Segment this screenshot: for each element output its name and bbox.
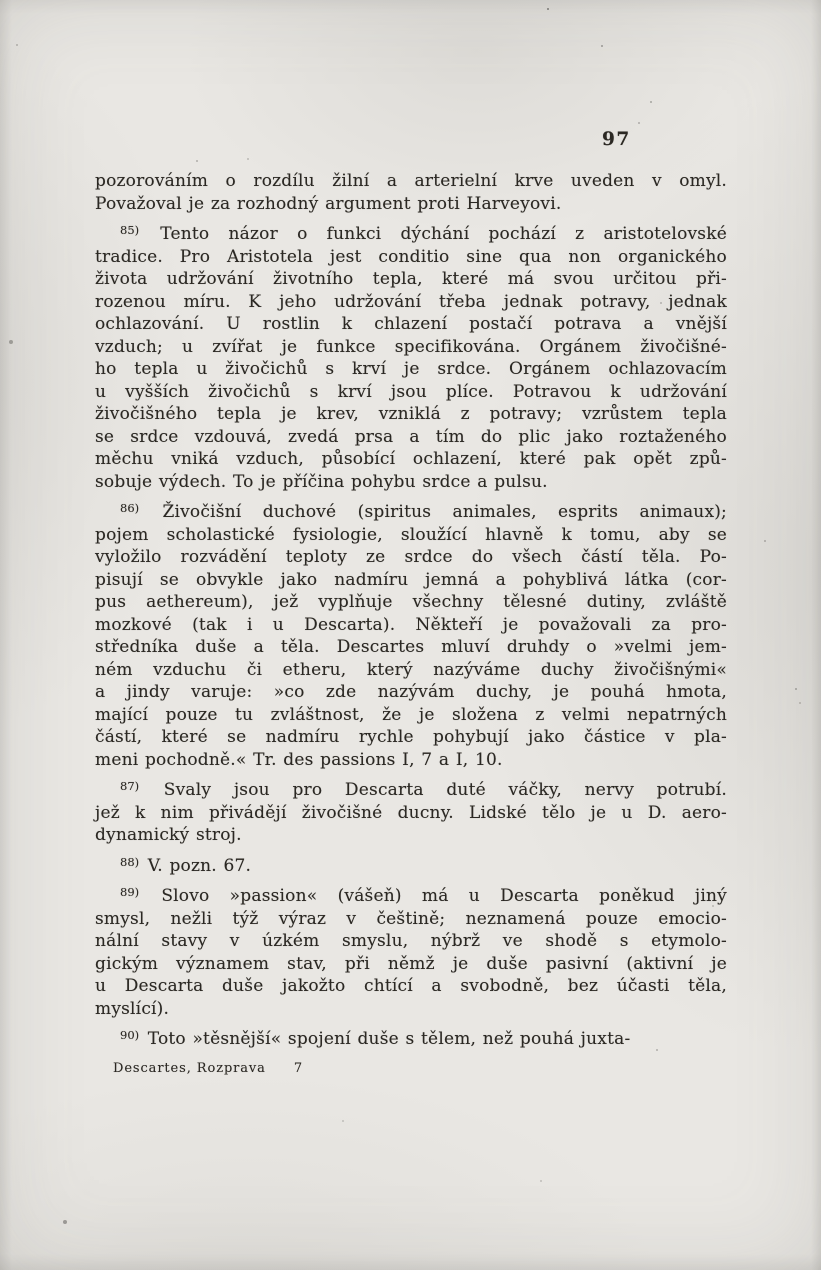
text-line: u Descarta duše jakožto chtící a svobodně, bez účasti těla, xyxy=(95,976,727,996)
text-line: dynamický stroj. xyxy=(95,825,242,845)
paper-texture-specks xyxy=(0,0,2,2)
text-line: rozenou míru. K jeho udržování třeba jednak potravy, jednak xyxy=(95,291,727,312)
text-line: myslící). xyxy=(95,998,170,1019)
paragraph xyxy=(95,223,727,493)
paragraph xyxy=(95,170,727,215)
paragraph xyxy=(95,1028,727,1051)
text-line: smysl, nežli týž výraz v češtině; neznamená pouze emocio- xyxy=(95,908,727,929)
paragraph xyxy=(95,885,727,1020)
paragraph xyxy=(95,779,727,847)
page-number: 97 xyxy=(602,129,631,150)
book-imprint: Descartes, Rozprava xyxy=(113,1061,266,1076)
text-line: nální stavy v úzkém smyslu, nýbrž ve shodě s etymolo- xyxy=(95,931,727,951)
text-line: $^{87)}$ Svaly jsou pro Descarta duté váčky, nervy potrubí. xyxy=(120,779,727,800)
text-line: gickým významem stav, při němž je duše pasivní (aktivní je xyxy=(95,953,727,974)
text-line: $^{85)}$ Tento názor o funkci dýchání pochází z aristotelovské xyxy=(120,223,727,244)
text-line: sobuje výdech. To je příčina pohybu srdce a pulsu. xyxy=(95,471,548,492)
footnote-marker: 85) xyxy=(120,223,140,237)
text-line: mozkové (tak i u Descarta). Někteří je považovali za pro- xyxy=(95,614,727,635)
paragraph xyxy=(95,501,727,771)
text-line: a jindy varuje: »co zde nazývám duchy, je pouhá hmota, xyxy=(95,682,727,702)
footnote-marker: 86) xyxy=(120,501,140,515)
text-line: u vyšších živočichů s krví jsou plíce. Potravou k udržování xyxy=(95,381,727,402)
text-line: pojem scholastické fysiologie, sloužící hlavně k tomu, aby se xyxy=(95,524,727,545)
text-line: vyložilo rozvádění teploty ze srdce do všech částí těla. Po- xyxy=(95,547,727,567)
footnote-marker: 90) xyxy=(120,1028,140,1042)
footnote-marker: 89) xyxy=(120,885,140,899)
text-line: živočišného tepla je krev, vzniklá z potravy; vzrůstem tepla xyxy=(95,404,727,424)
text-line: pozorováním o rozdílu žilní a arterielní krve uveden v omyl. xyxy=(95,171,727,191)
text-line: $^{90)}$ Toto »těsnější« spojení duše s tělem, než pouhá juxta- xyxy=(120,1028,631,1049)
text-line: $^{86)}$ Živočišní duchové (spiritus animales, esprits animaux); xyxy=(120,501,727,522)
text-line: $^{88)}$ V. pozn. 67. xyxy=(120,854,252,876)
text-line: života udržování životního tepla, které má svou určitou při- xyxy=(95,269,727,289)
text-line: jež k nim přivádějí živočišné ducny. Lidské tělo je u D. aero- xyxy=(95,802,727,823)
paragraph xyxy=(95,855,727,878)
text-line: mající pouze tu zvláštnost, že je složena z velmi nepatrných xyxy=(95,704,727,725)
text-line: měchu vniká vzduch, působící ochlazení, které pak opět způ- xyxy=(95,449,727,469)
footnote-marker: 88) xyxy=(120,854,140,869)
text-line: tradice. Pro Aristotela jest conditio sine qua non organického xyxy=(95,246,727,267)
text-line: se srdce vzdouvá, zvedá prsa a tím do plic jako roztaženého xyxy=(95,426,727,447)
text-line: ném vzduchu či etheru, který nazýváme duchy živočišnými« xyxy=(95,659,727,680)
footer-line xyxy=(113,1061,302,1076)
text-line: ho tepla u živočichů s krví je srdce. Orgánem ochlazovacím xyxy=(95,359,727,379)
sheet-number: 7 xyxy=(293,1061,303,1076)
text-line: Považoval je za rozhodný argument proti Harveyovi. xyxy=(95,193,562,214)
text-line: středníka duše a těla. Descartes mluví druhdy o »velmi jem- xyxy=(95,637,727,657)
text-line: meni pochodně.« Tr. des passions I, 7 a I, 10. xyxy=(95,749,503,770)
text-line: vzduch; u zvířat je funkce specifikována. Orgánem živočišné- xyxy=(95,336,727,357)
text-line: $^{89)}$ Slovo »passion« (vášeň) má u Descarta poněkud jiný xyxy=(120,885,727,906)
text-block xyxy=(95,170,727,1051)
footnote-marker: 87) xyxy=(120,779,140,793)
text-line: pus aethereum), jež vyplňuje všechny tělesné dutiny, zvláště xyxy=(95,592,727,612)
text-line: pisují se obvykle jako nadmíru jemná a pohyblivá látka (cor- xyxy=(95,569,727,590)
text-line: ochlazování. U rostlin k chlazení postačí potrava a vnější xyxy=(95,314,727,334)
text-line: částí, které se nadmíru rychle pohybují jako částice v pla- xyxy=(95,727,727,747)
